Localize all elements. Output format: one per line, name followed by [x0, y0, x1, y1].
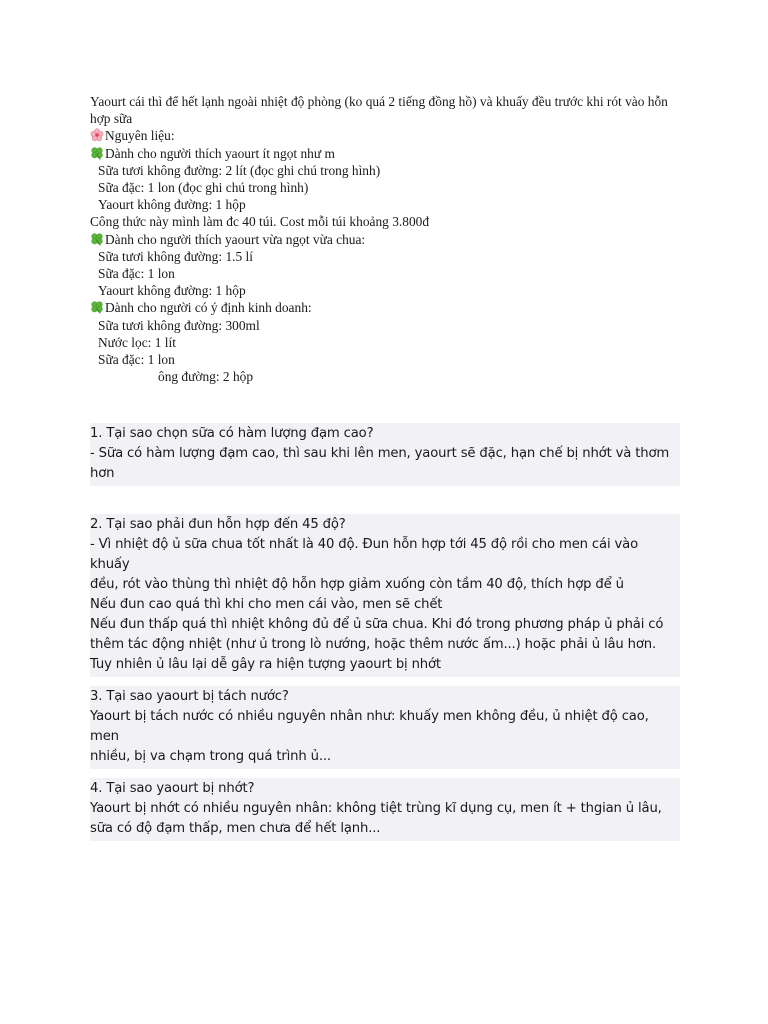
group2-heading — [90, 231, 690, 248]
group1-title: Dành cho người thích yaourt ít ngọt như m — [105, 145, 335, 161]
faq-answer-line: Tuy nhiên ủ lâu lại dễ gây ra hiện tượng yaourt bị nhớt — [90, 657, 441, 672]
four-leaf-clover-icon — [90, 232, 104, 246]
group1-item: Sữa đặc: 1 lon (đọc ghi chú trong hình) — [98, 180, 309, 196]
group3-heading — [90, 299, 690, 316]
cherry-blossom-icon — [90, 128, 104, 142]
faq-answer-line: thêm tác động nhiệt (như ủ trong lò nướng, hoặc thêm nước ấm...) hoặc phải ủ lâu hơn. — [90, 637, 657, 652]
group3-item: Sữa tươi không đường: 300ml — [98, 317, 260, 333]
group2-title: Dành cho người thích yaourt vừa ngọt vừa chua: — [105, 231, 366, 247]
faq-question: 4. Tại sao yaourt bị nhớt? — [90, 781, 255, 796]
group3-title: Dành cho người có ý định kinh doanh: — [105, 300, 312, 316]
group2-item: Sữa đặc: 1 lon — [98, 266, 175, 282]
group1-note: Công thức này mình làm đc 40 túi. Cost mỗi túi khoảng 3.800đ — [90, 214, 430, 230]
group2-item: Sữa tươi không đường: 1.5 lí — [98, 248, 253, 264]
four-leaf-clover-icon — [90, 146, 104, 160]
group1-item: Yaourt không đường: 1 hộp — [98, 197, 246, 213]
recipe-intro: Yaourt cái thì để hết lạnh ngoài nhiệt độ phòng (ko quá 2 tiếng đồng hồ) và khuấy đều trước khi rót vào hỗn hợp sữa — [90, 94, 668, 127]
four-leaf-clover-icon — [90, 300, 104, 314]
group1-heading — [90, 145, 690, 162]
faq-answer-line: Yaourt bị tách nước có nhiều nguyên nhân như: khuấy men không đều, ủ nhiệt độ cao, men — [90, 709, 649, 744]
faq-answer-line: đều, rót vào thùng thì nhiệt độ hỗn hợp giảm xuống còn tầm 40 độ, thích hợp để ủ — [90, 577, 624, 592]
faq-block-1 — [90, 423, 680, 486]
group1-item: Sữa tươi không đường: 2 lít (đọc ghi chú trong hình) — [98, 162, 381, 178]
faq-block-4 — [90, 778, 680, 841]
group3-item: Nước lọc: 1 lít — [98, 334, 176, 350]
ingredients-title: Nguyên liệu: — [105, 128, 175, 144]
faq-answer-line: Nếu đun thấp quá thì nhiệt không đủ để ủ sữa chua. Khi đó trong phương pháp ủ phải có — [90, 617, 664, 632]
faq-answer-line: nhiều, bị va chạm trong quá trình ủ... — [90, 749, 331, 764]
recipe-section — [90, 93, 690, 385]
faq-question: 1. Tại sao chọn sữa có hàm lượng đạm cao? — [90, 426, 374, 441]
faq-block-3 — [90, 686, 680, 769]
faq-question: 2. Tại sao phải đun hỗn hợp đến 45 độ? — [90, 517, 346, 532]
faq-answer-line: - Vì nhiệt độ ủ sữa chua tốt nhất là 40 độ. Đun hỗn hợp tới 45 độ rồi cho men cái vào khuấy — [90, 537, 639, 572]
faq-answer-line: - Sữa có hàm lượng đạm cao, thì sau khi lên men, yaourt sẽ đặc, hạn chế bị nhớt và thơm — [90, 446, 670, 461]
faq-answer-line: Nếu đun cao quá thì khi cho men cái vào, men sẽ chết — [90, 597, 443, 612]
faq-answer-line: sữa có độ đạm thấp, men chưa để hết lạnh... — [90, 821, 381, 836]
faq-answer-line: hơn — [90, 466, 115, 481]
faq-answer-line: Yaourt bị nhớt có nhiều nguyên nhân: không tiệt trùng kĩ dụng cụ, men ít + thgian ủ lâu, — [90, 801, 662, 816]
faq-question: 3. Tại sao yaourt bị tách nước? — [90, 689, 289, 704]
group3-item: ông đường: 2 hộp — [158, 369, 254, 385]
group2-item: Yaourt không đường: 1 hộp — [98, 283, 246, 299]
ingredients-heading — [90, 127, 690, 144]
faq-block-2 — [90, 514, 680, 677]
group3-item: Sữa đặc: 1 lon — [98, 352, 175, 368]
